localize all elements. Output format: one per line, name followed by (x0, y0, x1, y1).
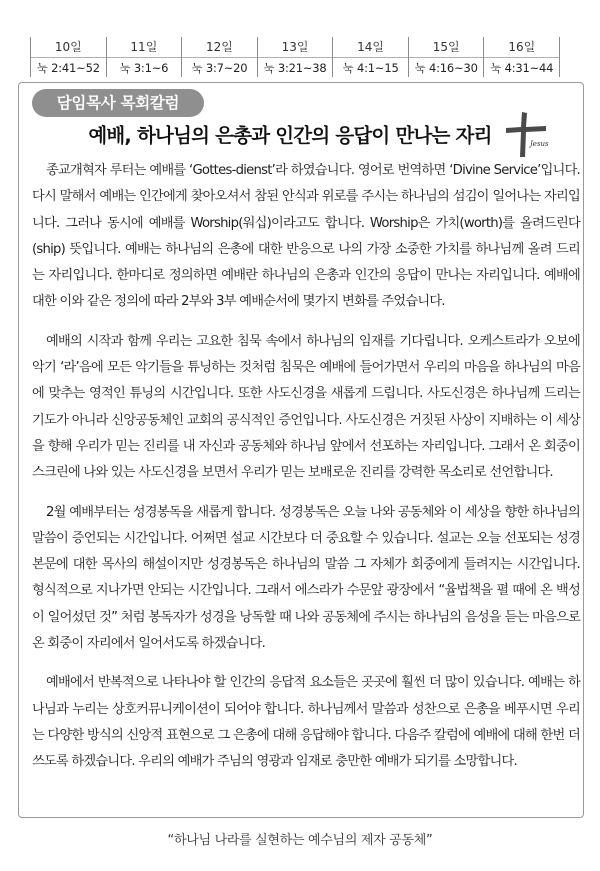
schedule-day: 16일 (508, 40, 536, 54)
bible-reading-schedule (30, 37, 560, 77)
schedule-day-column (181, 37, 257, 77)
cross-caption: Jesus (530, 140, 549, 148)
cross-icon (500, 110, 556, 160)
schedule-day: 12일 (206, 40, 233, 54)
church-motto: “하나님 나라를 실현하는 예수님의 제자 공동체” (167, 833, 433, 848)
schedule-reference: 눅 4:31~44 (484, 57, 559, 78)
column-body (32, 158, 580, 789)
schedule-reference: 눅 2:41~52 (31, 57, 106, 78)
body-paragraph: 예배에서 반복적으로 나타나야 할 인간의 응답적 요소들은 곳곳에 훨씬 더 많이 있습니다. 예배는 하나님과 누리는 상호커뮤니케이션이 되어야 합니다. 하나님께서 말씀과 성찬으로 은총을 베푸시면 우리는 다양한 방식의 신앙적 표현으로 그 은총에 대해 응답해야 합니다. 다음주 칼럼에 예배에 대해 한번 더 쓰도록 하겠습니다. 우리의 예배가 주님의 영광과 임재로 충만한 예배가 되기를 소망합니다. (32, 675, 580, 770)
schedule-reference: 눅 3:7~20 (182, 57, 257, 78)
schedule-day-column (332, 37, 408, 77)
body-paragraph: 종교개혁자 루터는 예배를 ‘Gottes-dienst’라 하였습니다. 영어로 번역하면 ‘Divine Service’입니다. 다시 말해서 예배는 인간에게 찾아오셔서 참된 안식과 위로를 주시는 하나님의 섬김이 일어나는 자리입니다. 그러나 동시에 예배를 Worship(워십)이라고도 합니다. Worship은 가치(worth)를 올려드린다(ship) 뜻입니다. 예배는 하나님의 은총에 대한 반응으로 나의 가장 소중한 가치를 하나님께 올려 드리는 자리입니다. 한마디로 정의하면 예배란 하나님의 은총과 인간의 응답이 만나는 자리입니다. 예배에 대한 이와 같은 정의에 따라 2부와 3부 예배순서에 몇가지 변화를 주었습니다. (32, 163, 580, 310)
schedule-day-column (106, 37, 182, 77)
schedule-day: 10일 (54, 40, 82, 54)
body-paragraph: 예배의 시작과 함께 우리는 고요한 침묵 속에서 하나님의 임재를 기다립니다. 오케스트라가 오보에 악기 ‘라’음에 모든 악기들을 튜닝하는 것처럼 침묵은 예배에 들어가면서 우리의 마음을 하나님의 마음에 맞추는 영적인 튜닝의 시간입니다. 또한 사도신경을 새롭게 드립니다. 사도신경은 하나님께 드리는 기도가 아니라 신앙공동체인 교회의 공식적인 증언입니다. 사도신경은 거짓된 사상이 지배하는 이 세상을 향해 우리가 믿는 진리를 내 자신과 공동체와 하나님 앞에서 선포하는 자리입니다. 그래서 온 회중이 스크린에 나와 있는 사도신경을 보면서 우리가 믿는 보배로운 진리를 강력한 목소리로 선언합니다. (32, 333, 580, 481)
schedule-day-column (408, 37, 484, 77)
column-label-badge: 담임목사 목회칼럼 (32, 89, 204, 117)
column-title: 예배, 하나님의 은총과 인간의 응답이 만나는 자리 (88, 124, 492, 147)
schedule-reference: 눅 3:1~6 (107, 57, 182, 78)
schedule-reference: 눅 3:21~38 (258, 57, 333, 78)
body-paragraph: 2월 예배부터는 성경봉독을 새롭게 합니다. 성경봉독은 오늘 나와 공동체와 이 세상을 향한 하나님의 말씀이 증언되는 시간입니다. 어쩌면 설교 시간보다 더 중요할 수 있습니다. 설교는 오늘 선포되는 성경본문에 대한 목사의 해설이지만 성경봉독은 하나님의 말씀 그 자체가 회중에게 들려지는 시간입니다. 형식적으로 지나가면 안되는 시간입니다. 그래서 에스라가 수문앞 광장에서 “율법책을 펼 때에 온 백성이 일어섰던 것” 처럼 봉독자가 성경을 낭독할 때 나와 공동체에 주시는 하나님의 음성을 듣는 마음으로 온 회중이 자리에서 일어서도록 하겠습니다. (32, 504, 580, 652)
schedule-day-column (30, 37, 106, 77)
schedule-day: 13일 (281, 40, 309, 54)
schedule-reference: 눅 4:1~15 (333, 57, 408, 78)
schedule-reference: 눅 4:16~30 (409, 57, 484, 78)
schedule-day: 14일 (357, 40, 385, 54)
schedule-day-column (257, 37, 333, 77)
schedule-day: 15일 (432, 40, 460, 54)
schedule-day: 11일 (130, 40, 158, 54)
schedule-day-column (483, 37, 560, 77)
